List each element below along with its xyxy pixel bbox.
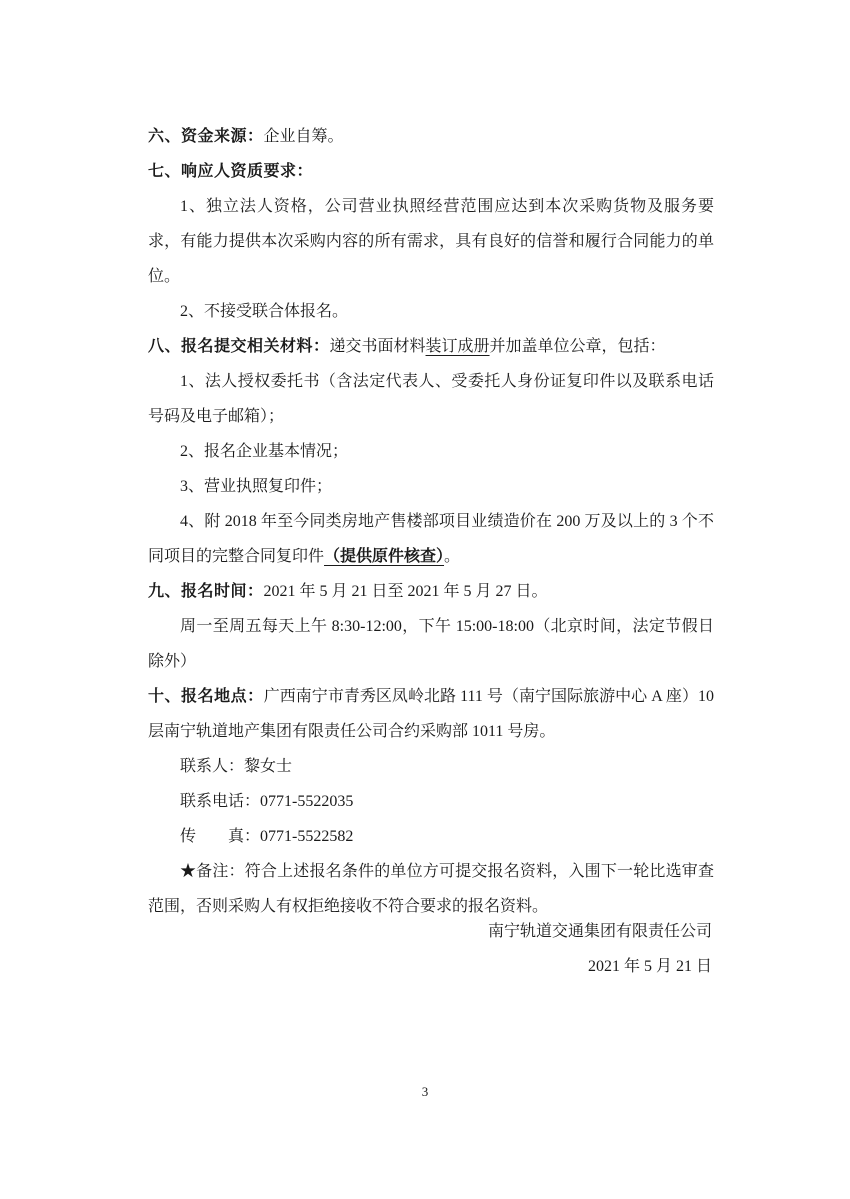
contact-fax-value: 0771-5522582 — [260, 828, 354, 845]
remark-text: 符合上述报名条件的单位方可提交报名资料，入围下一轮比选审查范围，否则采购人有权拒绝接收不符合要求的报名资料。 — [148, 863, 714, 915]
contact-phone-value: 0771-5522035 — [260, 793, 354, 810]
signature-block — [488, 914, 712, 984]
contact-fax-line — [148, 819, 714, 854]
section-funding-source — [148, 119, 714, 154]
signature-company: 南宁轨道交通集团有限责任公司 — [487, 923, 712, 940]
material-item-4-pre: 4、附 2018 年至今同类房地产售楼部项目业绩造价在 200 万及以上的 3 个不同项目的完整合同复印件 — [148, 513, 714, 565]
registration-address-text: 广西南宁市青秀区凤岭北路 111 号（南宁国际旅游中心 A 座）10 层南宁轨道地产集团有限责任公司合约采购部 1011 号房。 — [148, 688, 714, 740]
contact-person-value: 黎女士 — [244, 758, 293, 775]
remark-star-label: ★备注： — [180, 863, 245, 880]
contact-person-label: 联系人： — [180, 758, 245, 775]
registration-time-text: 2021 年 5 月 21 日至 2021 年 5 月 27 日。 — [263, 583, 548, 600]
material-item-2: 2、报名企业基本情况； — [180, 443, 349, 460]
section-registration-time — [148, 574, 714, 609]
contact-phone-line — [148, 784, 714, 819]
submission-materials-pre: 递交书面材料 — [329, 338, 426, 355]
registration-hours: 周一至周五每天上午 8:30-12:00，下午 15:00-18:00（北京时间，法定节假日除外） — [148, 618, 714, 670]
material-item-4-post: 。 — [444, 548, 461, 565]
submission-materials-underlined: 装订成册 — [425, 338, 490, 355]
document-body — [148, 119, 714, 924]
qualification-item-2: 2、不接受联合体报名。 — [180, 303, 349, 320]
registration-time-heading: 九、报名时间： — [148, 583, 264, 600]
material-item-3: 3、营业执照复印件； — [180, 478, 333, 495]
contact-person-line — [148, 749, 714, 784]
submission-materials-heading: 八、报名提交相关材料： — [148, 338, 330, 355]
material-item-4 — [148, 504, 714, 574]
section-qualification-requirements — [148, 154, 714, 189]
submission-materials-post: 并加盖单位公章，包括： — [489, 338, 666, 355]
contact-fax-label: 传 真： — [180, 828, 261, 845]
funding-source-heading: 六、资金来源： — [148, 128, 264, 145]
section-registration-address — [148, 679, 714, 749]
contact-phone-label: 联系电话： — [180, 793, 261, 810]
material-item-1: 1、法人授权委托书（含法定代表人、受委托人身份证复印件以及联系电话号码及电子邮箱）； — [148, 373, 714, 425]
section-submission-materials — [148, 329, 714, 364]
registration-address-heading: 十、报名地点： — [148, 688, 264, 705]
qualification-requirements-heading: 七、响应人资质要求： — [148, 163, 314, 180]
material-item-4-emphasis: （提供原件核查） — [324, 548, 445, 565]
signature-date: 2021 年 5 月 21 日 — [587, 958, 712, 975]
qualification-item-1: 1、独立法人资格，公司营业执照经营范围应达到本次采购货物及服务要求，有能力提供本次采购内容的所有需求，具有良好的信誉和履行合同能力的单位。 — [148, 198, 714, 285]
page-number: 3 — [421, 1084, 429, 1099]
funding-source-text: 企业自筹。 — [263, 128, 344, 145]
